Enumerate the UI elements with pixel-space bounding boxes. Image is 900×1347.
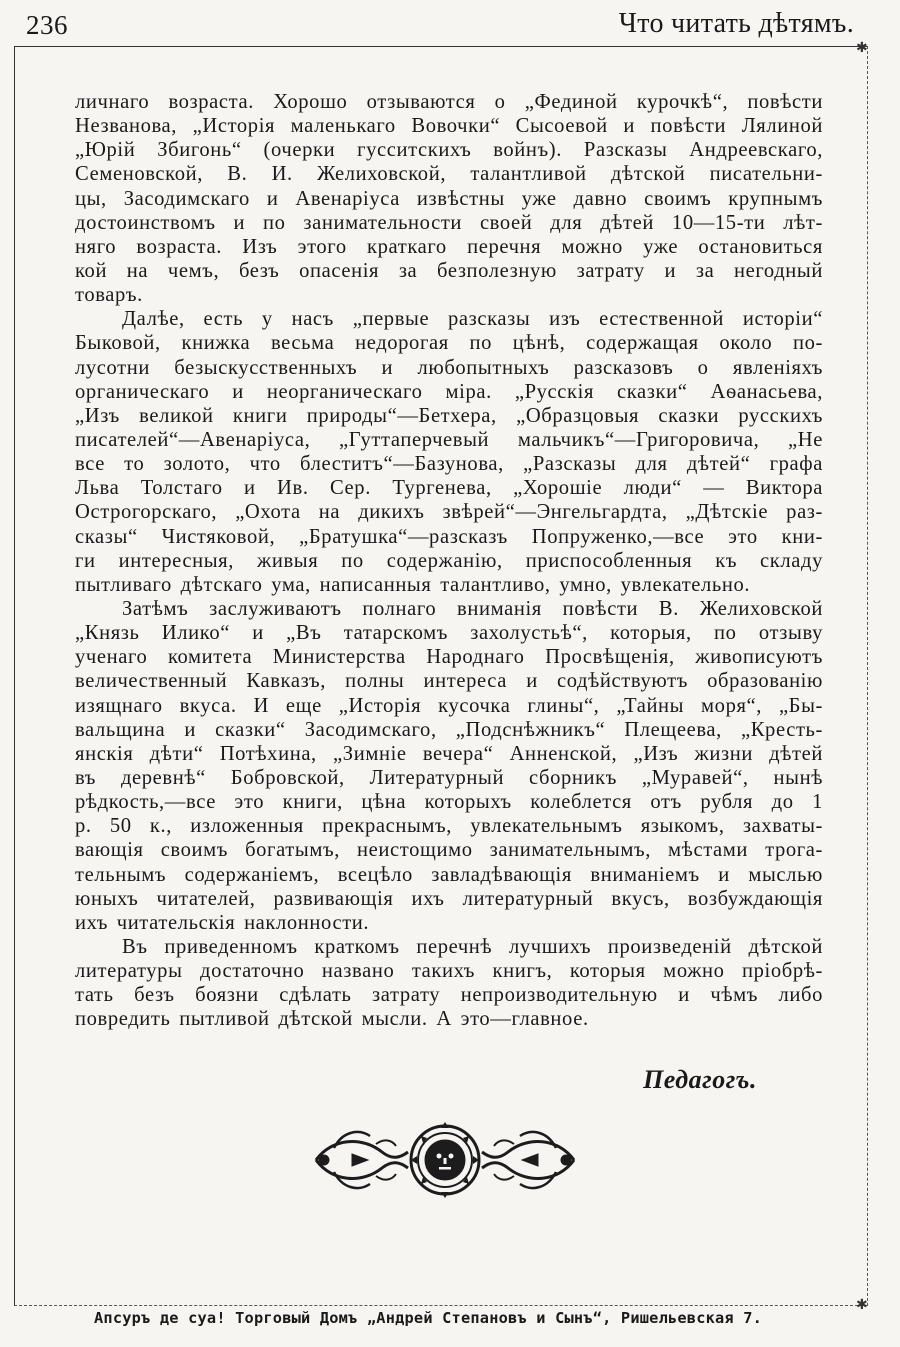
text-line: изящнаго вкуса. И еще „Исторія кусочка глины“, „Тайны моря“, „Бы-	[75, 694, 823, 717]
text-line: ученаго комитета Министерства Народнаго Просвѣщенія, живописуютъ	[75, 646, 823, 669]
text-line: Острогорскаго, „Охота на дикихъ звѣрей“—Энгельгардта, „Дѣтскіе раз-	[75, 501, 823, 524]
footer-advert: Апсуръ де суа! Торговый Домъ „Андрей Степановъ и Сынъ“, Ришельевская 7.	[94, 1309, 763, 1327]
text-line: литературы достаточно названо такихъ книгъ, которыя можно пріобрѣ-	[75, 960, 823, 983]
paragraph-first-line: Далѣе, есть у насъ „первые разсказы изъ естественной исторіи“	[122, 308, 823, 331]
text-line: „Изъ великой книги природы“—Бетхера, „Образцовыя сказки русскихъ	[75, 404, 823, 427]
text-line: кой на чемъ, безъ опасенія за безполезную затрату и за негодный	[75, 259, 823, 282]
paragraph-first-line: Затѣмъ заслуживаютъ полнаго вниманія повѣсти В. Желиховской	[122, 597, 823, 620]
text-line: няго возраста. Изъ этого краткаго перечня можно уже остановиться	[75, 235, 823, 258]
paragraph-first-line: Въ приведенномъ краткомъ перечнѣ лучшихъ произведеній дѣтской	[122, 935, 823, 958]
text-line: въ деревнѣ“ Бобровской, Литературный сборникъ „Муравей“, нынѣ	[75, 766, 823, 789]
text-line: юныхъ читателей, развивающія ихъ литературный вкусъ, возбуждающія	[75, 887, 823, 910]
text-line: тельнымъ содержаніемъ, всецѣло завладѣвающія вниманіемъ и мыслью	[75, 863, 823, 886]
text-line: янскія дѣти“ Потѣхина, „Зимніе вечера“ Анненской, „Изъ жизни дѣтей	[75, 742, 823, 765]
text-line: ги интересныя, живыя по содержанію, приспособленныя къ складу	[75, 549, 823, 572]
text-line: тать безъ боязни сдѣлать затрату непроизводительную и чѣмъ либо	[75, 984, 823, 1007]
text-line: вальщина и сказки“ Засодимскаго, „Подснѣжникъ“ Плещеева, „Кресть-	[75, 718, 823, 741]
text-line: достоинствомъ и по занимательности своей для дѣтей 10—15-ти лѣт-	[75, 211, 823, 234]
author-signature: Педагогъ.	[643, 1065, 757, 1094]
text-line: лусотни безыскусственныхъ и любопытныхъ разсказовъ о явленіяхъ	[75, 356, 823, 379]
text-line: все то золото, что блеститъ“—Базунова, „Разсказы для дѣтей“ графа	[75, 453, 823, 476]
text-line: писателей“—Авенаріуса, „Гуттаперчевый мальчикъ“—Григоровича, „Не	[75, 428, 823, 451]
article-body	[75, 90, 823, 1031]
text-line: органическаго и неорганическаго міра. „Русскія сказки“ Аѳанасьева,	[75, 380, 823, 403]
text-line: „Юрій Збигонь“ (очерки гусситскихъ войнъ). Разсказы Андреевскаго,	[75, 139, 823, 162]
text-line: величественный Кавказъ, полны интереса и содѣйствуютъ образованію	[75, 670, 823, 693]
frame-corner-star: ✱	[856, 1298, 868, 1313]
vignette-ornament	[312, 1118, 578, 1202]
running-title: Что читать дѣтямъ.	[618, 8, 854, 39]
text-line: Льва Толстаго и Ив. Сер. Тургенева, „Хорошіе люди“ — Виктора	[75, 477, 823, 500]
text-line: Быковой, книжка весьма недорогая по цѣнѣ, содержащая около по-	[75, 332, 823, 355]
page-number: 236	[26, 10, 68, 40]
text-line: пытливаго дѣтскаго ума, написанныя талантливо, умно, увлекательно.	[75, 573, 751, 596]
text-line: сказы“ Чистяковой, „Братушка“—разсказъ Попруженко,—все это кни-	[75, 525, 823, 548]
frame-corner-star: ✱	[856, 41, 868, 56]
text-line: личнаго возраста. Хорошо отзываются о „Фединой курочкѣ“, повѣсти	[75, 91, 823, 113]
text-line: повредить пытливой дѣтской мысли. А это—главное.	[75, 1008, 589, 1031]
text-line: ихъ читательскія наклонности.	[75, 911, 370, 934]
text-line: рѣдкость,—все это книги, цѣна которыхъ колеблется отъ рубля до 1	[75, 791, 823, 814]
text-line: Незванова, „Исторія маленькаго Вовочки“ Сысоевой и повѣсти Лялиной	[75, 115, 823, 138]
text-line: цы, Засодимскаго и Авенаріуса извѣстны уже давно своимъ крупнымъ	[75, 187, 823, 210]
text-line: вающія своимъ богатымъ, неистощимо занимательнымъ, мѣстами трога-	[75, 839, 823, 862]
text-line: товаръ.	[75, 284, 143, 307]
text-line: р. 50 к., изложенныя прекраснымъ, увлекательнымъ языкомъ, захваты-	[75, 815, 823, 838]
text-line: „Князь Илико“ и „Въ татарскомъ захолустьѣ“, которыя, по отзыву	[75, 622, 823, 645]
text-line: Семеновской, В. И. Желиховской, талантливой дѣтской писательни-	[75, 163, 823, 186]
